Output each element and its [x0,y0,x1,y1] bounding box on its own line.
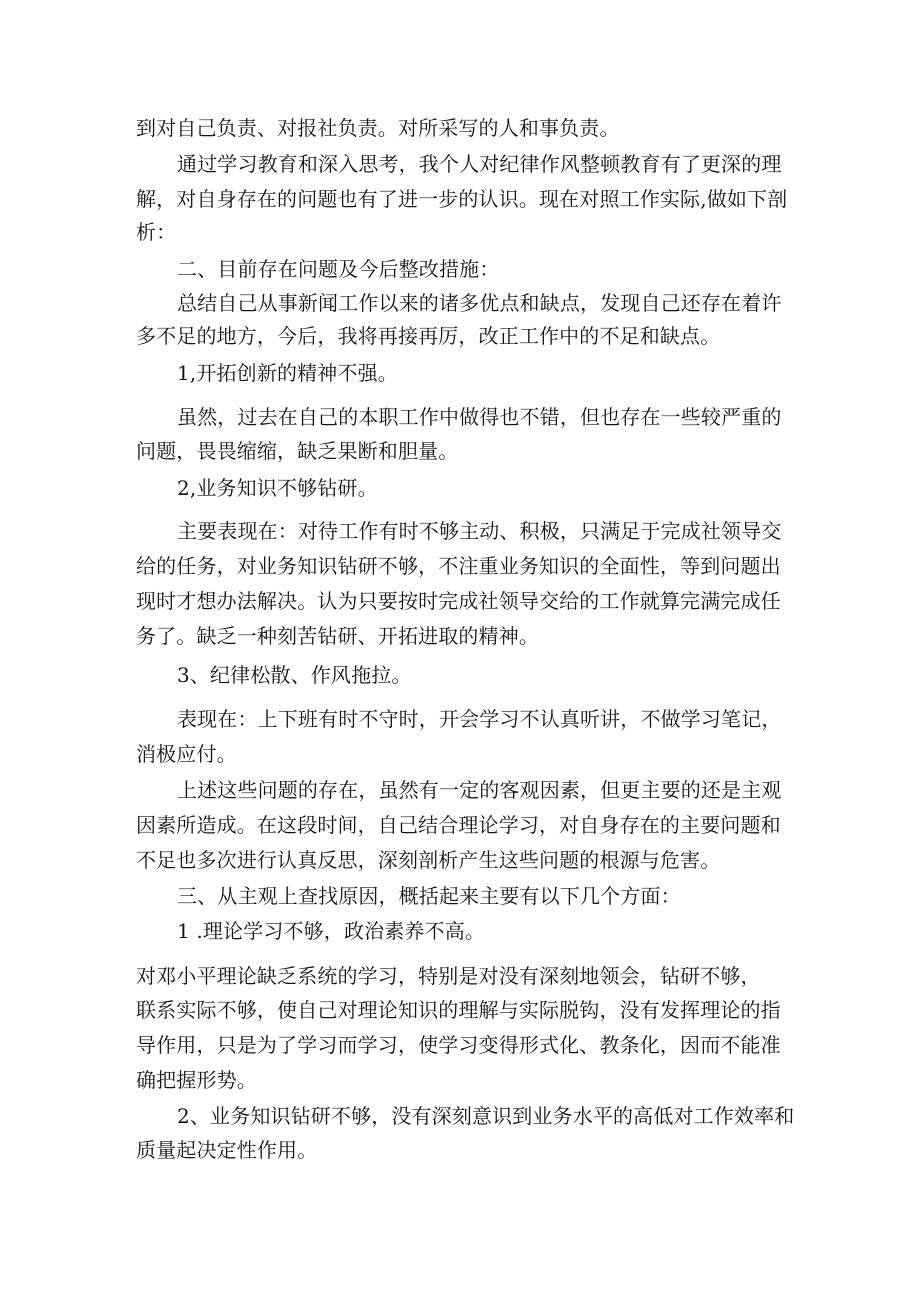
section-heading: 三、从主观上查找原因，概括起来主要有以下几个方面： [177,884,681,908]
text-line: 务了。缺乏一种刻苦钻研、开拓进取的精神。 [136,624,539,648]
text-line: 联系实际不够，使自己对理论知识的理解与实际脱钩，没有发挥理论的指 [136,998,781,1022]
text-line: 消极应付。 [136,742,237,766]
section-heading: 二、目前存在问题及今后整改措施： [177,257,500,281]
text-line: 问题，畏畏缩缩，缺乏果断和胆量。 [136,439,459,463]
paragraph-first-line: 虽然，过去在自己的本职工作中做得也不错，但也存在一些较严重的 [177,405,782,429]
paragraph-first-line: 通过学习教育和深入思考，我个人对纪律作风整顿教育有了更深的理 [177,152,782,176]
subheading: 2、业务知识钻研不够，没有深刻意识到业务水平的高低对工作效率和 [177,1104,795,1128]
text-line: 质量起决定性作用。 [136,1138,318,1162]
paragraph-first-line: 主要表现在：对待工作有时不够主动、积极，只满足于完成社领导交 [177,519,782,543]
paragraph-first-line: 对邓小平理论缺乏系统的学习，特别是对没有深刻地领会，钻研不够， [136,964,761,988]
text-line: 给的任务，对业务知识钻研不够，不注重业务知识的全面性，等到问题出 [136,554,781,578]
text-line: 多不足的地方，今后，我将再接再厉，改正工作中的不足和缺点。 [136,324,721,348]
text-line: 导作用，只是为了学习而学习，使学习变得形式化、教条化，因而不能准 [136,1033,781,1057]
subheading: 1 .理论学习不够，政治素养不高。 [177,919,485,943]
text-line: 到对自己负责、对报社负责。对所采写的人和事负责。 [136,116,620,140]
subheading: 3、纪律松散、作风拖拉。 [177,663,412,687]
text-line: 因素所造成。在这段时间，自己结合理论学习，对自身存在的主要问题和 [136,813,781,837]
text-line: 不足也多次进行认真反思，深刻剖析产生这些问题的根源与危害。 [136,848,721,872]
text-line: 现时才想办法解决。认为只要按时完成社领导交给的工作就算完满完成任 [136,589,781,613]
text-line: 确把握形势。 [136,1068,257,1092]
paragraph-first-line: 上述这些问题的存在，虽然有一定的客观因素，但更主要的还是主观 [177,778,782,802]
text-line: 析： [136,220,177,244]
paragraph-first-line: 总结自己从事新闻工作以来的诸多优点和缺点，发现自己还存在着许 [177,291,782,315]
text-line: 解，对自身存在的问题也有了进一步的认识。现在对照工作实际,做如下剖 [136,187,788,211]
subheading: 2,业务知识不够钻研。 [177,476,378,500]
paragraph-first-line: 表现在：上下班有时不守时，开会学习不认真听讲，不做学习笔记， [177,707,782,731]
subheading: 1,开拓创新的精神不强。 [177,361,398,385]
